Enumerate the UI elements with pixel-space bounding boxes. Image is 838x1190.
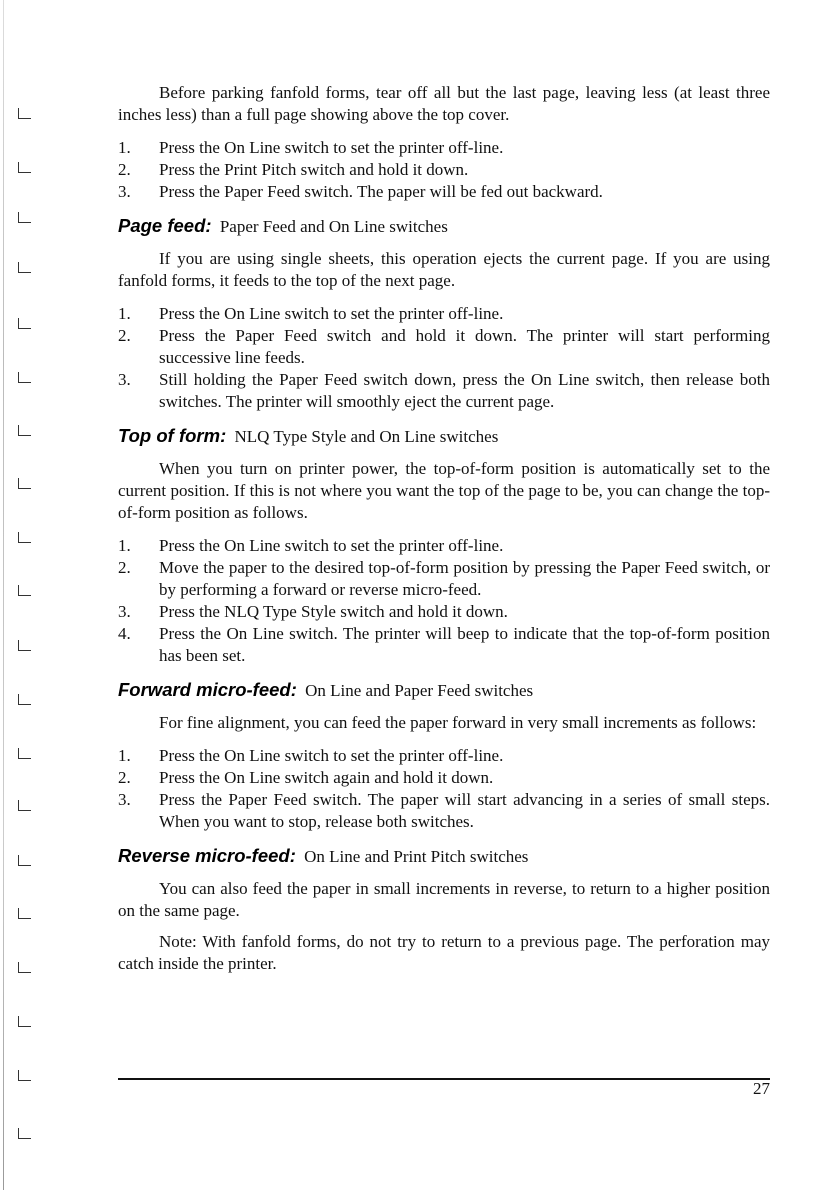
step-number: 2.: [118, 768, 131, 787]
binding-mark: [18, 800, 31, 811]
step-number: 2.: [118, 160, 131, 179]
page-number: 27: [753, 1079, 770, 1098]
section-title: Page feed:: [118, 215, 212, 236]
step-number: 3.: [118, 790, 131, 809]
step-text: Press the On Line switch to set the printer off-line.: [159, 746, 504, 765]
step-text: Press the NLQ Type Style switch and hold it down.: [159, 602, 508, 621]
step-text: Still holding the Paper Feed switch down, press the On Line switch, then release both switches. The printer will smoothly eject the current page.: [159, 370, 770, 411]
binding-mark: [18, 1070, 31, 1081]
reverse-micro-feed-section: [118, 845, 770, 975]
binding-mark: [18, 1016, 31, 1027]
step-item: [118, 767, 770, 789]
step-item: [118, 325, 770, 369]
binding-mark: [18, 962, 31, 973]
step-number: 3.: [118, 370, 131, 389]
step-text: Move the paper to the desired top-of-form position by pressing the Paper Feed switch, or by performing a forward or reverse micro-feed.: [159, 558, 770, 599]
binding-mark: [18, 640, 31, 651]
step-item: [118, 181, 770, 203]
step-item: [118, 789, 770, 833]
step-text: Press the On Line switch. The printer will beep to indicate that the top-of-form position has been set.: [159, 624, 770, 665]
step-number: 1.: [118, 304, 131, 323]
section-keys: On Line and Paper Feed switches: [305, 681, 534, 700]
step-number: 2.: [118, 326, 131, 345]
footer-rule: [118, 1078, 770, 1080]
step-number: 1.: [118, 536, 131, 555]
section-heading: [118, 425, 770, 448]
step-number: 3.: [118, 602, 131, 621]
binding-mark: [18, 108, 31, 119]
page-edge: [3, 0, 4, 1190]
binding-mark: [18, 1128, 31, 1139]
binding-mark: [18, 532, 31, 543]
step-number: 4.: [118, 624, 131, 643]
section-keys: NLQ Type Style and On Line switches: [234, 427, 499, 446]
forward-micro-feed-section: [118, 679, 770, 833]
intro-section: [118, 82, 770, 203]
step-text: Press the Paper Feed switch and hold it down. The printer will start performing successive line feeds.: [159, 326, 770, 367]
step-text: Press the Print Pitch switch and hold it down.: [159, 160, 469, 179]
section-title: Forward micro-feed:: [118, 679, 297, 700]
step-item: [118, 535, 770, 557]
section-steps: [118, 745, 770, 833]
step-item: [118, 601, 770, 623]
top-of-form-section: [118, 425, 770, 667]
section-keys: On Line and Print Pitch switches: [304, 847, 529, 866]
document-page: [118, 82, 770, 975]
binding-mark: [18, 262, 31, 273]
section-paragraph: When you turn on printer power, the top-of-form position is automatically set to the current position. If this is not where you want the top of the page to be, you can change the top-of-form position as follows.: [118, 459, 770, 522]
step-item: [118, 557, 770, 601]
binding-mark: [18, 855, 31, 866]
section-heading: [118, 679, 770, 702]
step-text: Press the On Line switch again and hold it down.: [159, 768, 494, 787]
step-item: [118, 623, 770, 667]
binding-mark: [18, 478, 31, 489]
binding-mark: [18, 694, 31, 705]
step-text: Press the On Line switch to set the printer off-line.: [159, 536, 504, 555]
section-heading: [118, 845, 770, 868]
step-text: Press the Paper Feed switch. The paper will be fed out backward.: [159, 182, 603, 201]
page-feed-section: [118, 215, 770, 413]
step-item: [118, 137, 770, 159]
step-text: Press the On Line switch to set the printer off-line.: [159, 138, 504, 157]
binding-mark: [18, 748, 31, 759]
binding-mark: [18, 212, 31, 223]
step-item: [118, 303, 770, 325]
binding-mark: [18, 162, 31, 173]
section-steps: [118, 303, 770, 413]
section-title: Top of form:: [118, 425, 227, 446]
binding-mark: [18, 585, 31, 596]
binding-margin: [0, 0, 40, 1190]
binding-mark: [18, 908, 31, 919]
step-number: 3.: [118, 182, 131, 201]
intro-paragraph: Before parking fanfold forms, tear off all but the last page, leaving less (at least three inches less) than a full page showing above the top cover.: [118, 83, 770, 124]
binding-mark: [18, 372, 31, 383]
step-number: 1.: [118, 138, 131, 157]
binding-mark: [18, 425, 31, 436]
note-paragraph: Note: With fanfold forms, do not try to return to a previous page. The perforation may catch inside the printer.: [118, 932, 770, 973]
step-item: [118, 369, 770, 413]
step-number: 1.: [118, 746, 131, 765]
section-paragraph: For fine alignment, you can feed the paper forward in very small increments as follows:: [159, 713, 757, 732]
binding-mark: [18, 318, 31, 329]
section-steps: [118, 535, 770, 667]
section-paragraph: You can also feed the paper in small increments in reverse, to return to a higher position on the same page.: [118, 879, 770, 920]
section-title: Reverse micro-feed:: [118, 845, 296, 866]
intro-steps: [118, 137, 770, 203]
step-text: Press the On Line switch to set the printer off-line.: [159, 304, 504, 323]
section-paragraph: If you are using single sheets, this operation ejects the current page. If you are using fanfold forms, it feeds to the top of the next page.: [118, 249, 770, 290]
step-text: Press the Paper Feed switch. The paper will start advancing in a series of small steps. When you want to stop, release both switches.: [159, 790, 770, 831]
step-item: [118, 159, 770, 181]
step-item: [118, 745, 770, 767]
step-number: 2.: [118, 558, 131, 577]
section-keys: Paper Feed and On Line switches: [219, 217, 448, 236]
section-heading: [118, 215, 770, 238]
